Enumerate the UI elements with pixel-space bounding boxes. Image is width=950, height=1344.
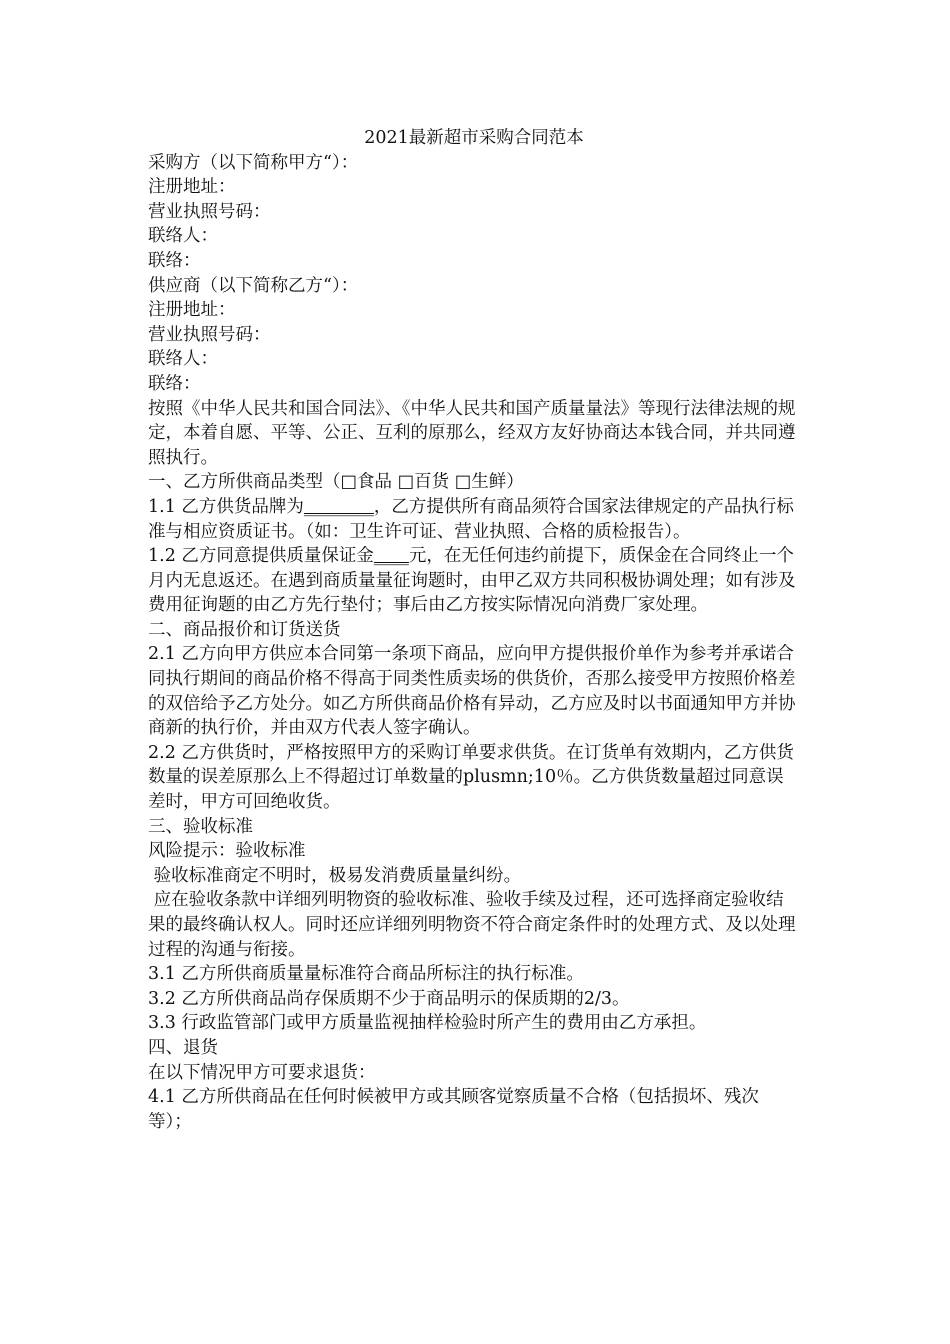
supplier-address: 注册地址： — [148, 300, 236, 321]
section-1-heading: 一、乙方所供商品类型（□食品 □百货 □生鲜） — [148, 472, 524, 493]
buyer-contact: 联络： — [148, 250, 201, 271]
clause-1-2-suffix: 元，在无任何违约前提下，质保金在合同终止一个月内无息返还。在遇到商质量量征询题时，由甲乙双方共同积极协调处理；如有涉及费用征询题的由乙方先行垫付；事后由乙方按实际情况向消费厂家处理。 — [148, 546, 796, 616]
clause-3-3: 3.3 行政监管部门或甲方质量监视抽样检验时所产生的费用由乙方承担。 — [148, 1013, 707, 1034]
preamble-paragraph: 按照《中华人民共和国合同法》、《中华人民共和国产质量量法》等现行法律法规的规定，本着自愿、平等、公正、互利的原那么，经双方友好协商达本钱合同，并共同遵照执行。 — [148, 398, 796, 468]
supplier-line: 供应商（以下简称乙方“）： — [148, 275, 359, 296]
return-conditions-intro: 在以下情况甲方可要求退货： — [148, 1062, 376, 1083]
clause-1-1 — [148, 495, 800, 544]
clause-1-2-prefix: 1.2 乙方同意提供质量保证金 — [148, 546, 374, 567]
risk-tip-heading: 风险提示：验收标准 — [148, 841, 306, 862]
buyer-address: 注册地址： — [148, 177, 236, 198]
supplier-contact: 联络： — [148, 373, 201, 394]
section-3-heading: 三、验收标准 — [148, 816, 253, 837]
risk-tip-line-2: 应在验收条款中详细列明物资的验收标准、验收手续及过程，还可选择商定验收结果的最终确认权人。同时还应详细列明物资不符合商定条件时的处理方式、及以处理过程的沟通与衔接。 — [148, 890, 796, 960]
clause-1-2 — [148, 544, 800, 618]
clause-3-2: 3.2 乙方所供商品尚存保质期不少于商品明示的保质期的2/3。 — [148, 988, 630, 1009]
section-2-heading: 二、商品报价和订货送货 — [148, 619, 341, 640]
supplier-contact-person: 联络人： — [148, 349, 218, 370]
section-4-heading: 四、退货 — [148, 1037, 218, 1058]
buyer-license: 营业执照号码： — [148, 201, 271, 222]
clause-3-1: 3.1 乙方所供商质量量标准符合商品所标注的执行标准。 — [148, 964, 584, 985]
supplier-license: 营业执照号码： — [148, 324, 271, 345]
brand-blank: ________ — [303, 496, 374, 517]
clause-4-1: 4.1 乙方所供商品在任何时候被甲方或其顾客觉察质量不合格（包括损坏、残次等）； — [148, 1087, 759, 1132]
deposit-blank: ____ — [373, 546, 409, 567]
clause-2-1: 2.1 乙方向甲方供应本合同第一条项下商品，应向甲方提供报价单作为参考并承诺合同执行期间的商品价格不得高于同类性质卖场的供货价，否那么接受甲方按照价格差的双倍给予乙方处分。如乙方所供商品价格有异动，乙方应及时以书面通知甲方并协商新的执行价，并由双方代表人签字确认。 — [148, 644, 796, 739]
clause-2-2: 2.2 乙方供货时，严格按照甲方的采购订单要求供货。在订货单有效期内，乙方供货数量的误差原那么上不得超过订单数量的plusmn;10％。乙方供货数量超过同意误差时，甲方可回绝收货。 — [148, 742, 794, 813]
document-body — [148, 126, 800, 1134]
buyer-contact-person: 联络人： — [148, 226, 218, 247]
clause-1-1-prefix: 1.1 乙方供货品牌为 — [148, 496, 304, 517]
clause-1-1-suffix: ，乙方提供所有商品须符合国家法律规定的产品执行标准与相应资质证书。（如：卫生许可证、营业执照、合格的质检报告）。 — [148, 496, 794, 542]
risk-tip-line-1: 验收标准商定不明时，极易发消费质量量纠纷。 — [148, 865, 522, 886]
buyer-line: 采购方（以下简称甲方“）： — [148, 152, 359, 173]
document-title: 2021最新超市采购合同范本 — [364, 128, 584, 148]
